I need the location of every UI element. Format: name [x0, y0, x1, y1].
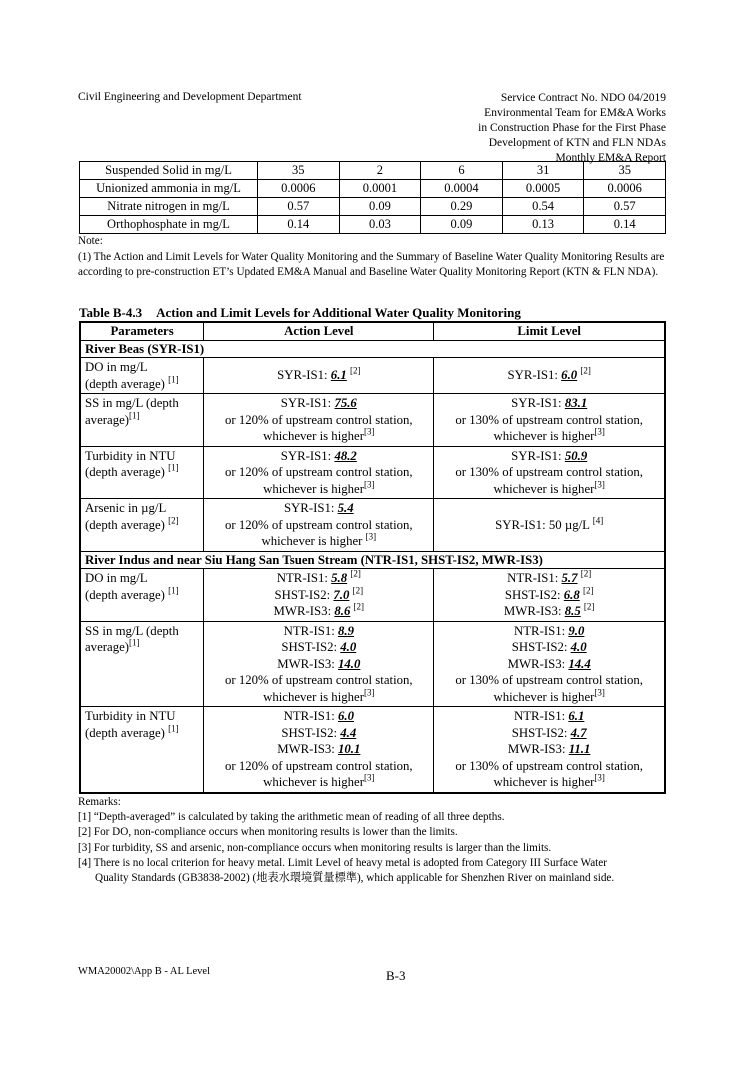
level-value: 4.0	[340, 640, 357, 654]
parameter-qualifier: (depth average)	[85, 517, 165, 532]
table-cell: 0.0006	[258, 180, 340, 198]
alternative-criterion: or 120% of upstream control station,	[224, 465, 413, 479]
section-row	[80, 340, 665, 358]
level-value: 8.6	[334, 604, 351, 618]
limit-level-cell	[434, 499, 665, 552]
table-cell: 0.0006	[584, 180, 666, 198]
station-label: SYR-IS1:	[283, 501, 335, 515]
level-value: 6.1	[568, 709, 585, 723]
parameter-cell	[80, 569, 204, 622]
parameter-name: SS in mg/L (depth	[85, 623, 179, 638]
footnote-ref: [3]	[364, 772, 375, 783]
table-cell: 0.14	[258, 216, 340, 234]
table-cell: 35	[258, 162, 340, 180]
table-note	[78, 234, 678, 281]
parameter-qualifier: average)	[85, 412, 130, 427]
level-value: 10.1	[337, 742, 361, 756]
footnote-ref: [3]	[364, 687, 375, 698]
table-cell: 0.0001	[339, 180, 421, 198]
footnote-ref: [2]	[582, 585, 594, 596]
level-value: 4.0	[570, 640, 587, 654]
level-value: 6.8	[563, 587, 580, 602]
parameter-qualifier: (depth average)	[85, 376, 165, 391]
action-level-cell	[204, 707, 434, 793]
criterion-condition: whichever is higher	[263, 429, 364, 443]
table-row	[80, 569, 665, 622]
station-label: SHST-IS2:	[281, 640, 338, 654]
header-line: Development of KTN and FLN NDAs	[488, 137, 666, 149]
section-heading: River Beas (SYR-IS1)	[80, 340, 665, 358]
parameter-qualifier: average)	[85, 640, 130, 654]
column-header: Action Level	[204, 322, 434, 340]
table-cell: Suspended Solid in mg/L	[80, 162, 258, 180]
footnote-ref: [3]	[594, 479, 605, 490]
table-cell: Nitrate nitrogen in mg/L	[80, 198, 258, 216]
footnote-ref: [3]	[364, 426, 375, 437]
limit-level-cell	[434, 394, 665, 447]
parameter-name: Turbidity in NTU	[85, 448, 176, 463]
alternative-criterion: or 120% of upstream control station,	[224, 517, 413, 532]
table-header-row	[80, 322, 665, 340]
table-row	[80, 394, 665, 447]
alternative-criterion: or 120% of upstream control station,	[224, 758, 413, 773]
level-value: 4.4	[340, 725, 357, 740]
table-row	[80, 198, 666, 216]
level-value: 6.0	[338, 709, 354, 723]
level-value: 7.0	[333, 587, 350, 602]
remark-item: [1] “Depth-averaged” is calculated by taking the arithmetic mean of reading of all three depths.	[78, 811, 505, 824]
limit-level-cell	[434, 621, 665, 707]
station-label: NTR-IS1:	[276, 571, 328, 585]
table-row	[80, 180, 666, 198]
criterion-condition: whichever is higher	[493, 775, 595, 789]
level-value: 83.1	[564, 396, 588, 410]
station-label: MWR-IS3:	[277, 742, 335, 756]
alternative-criterion: or 130% of upstream control station,	[455, 758, 643, 773]
level-value: 48.2	[334, 448, 357, 463]
footnote-ref: [2]	[353, 601, 365, 612]
remark-item-continued: Quality Standards (GB3838-2002) (地表水環境質量標準), which applicable for Shenzhen River on mainland side.	[95, 872, 615, 885]
alternative-criterion: or 120% of upstream control station,	[224, 673, 413, 687]
section-heading: River Indus and near Siu Hang San Tsuen Stream (NTR-IS1, SHST-IS2, MWR-IS3)	[80, 551, 665, 569]
column-header: Limit Level	[434, 322, 665, 340]
footnote-ref: [2]	[580, 568, 592, 579]
level-value: 14.0	[337, 656, 361, 671]
action-level-cell	[204, 394, 434, 447]
station-label: SYR-IS1:	[507, 368, 558, 383]
remark-item: [3] For turbidity, SS and arsenic, non-compliance occurs when monitoring results is larger than the limits.	[78, 841, 552, 854]
station-label: SYR-IS1:	[277, 368, 328, 383]
limit-level-cell	[434, 446, 665, 499]
table-cell: Unionized ammonia in mg/L	[80, 180, 258, 198]
footnote-ref: [2]	[352, 585, 364, 596]
baseline-continuation-table	[79, 161, 666, 234]
criterion-condition: whichever is higher	[263, 775, 364, 789]
station-label: SHST-IS2:	[281, 725, 338, 740]
parameter-name: DO in mg/L	[85, 571, 148, 585]
station-label: MWR-IS3:	[507, 742, 566, 756]
table-cell: 0.57	[584, 198, 666, 216]
parameter-cell	[80, 621, 204, 707]
station-label: SHST-IS2:	[511, 725, 568, 740]
footnote-ref: [3]	[594, 772, 605, 783]
note-label: Note:	[78, 235, 103, 247]
station-label: SYR-IS1:	[280, 396, 332, 410]
department-name: Civil Engineering and Development Department	[78, 91, 302, 103]
table-row	[80, 162, 666, 180]
action-level-cell	[204, 569, 434, 622]
table-cell: 6	[421, 162, 503, 180]
header-line: Environmental Team for EM&A Works	[484, 107, 666, 119]
station-label: NTR-IS1:	[283, 709, 335, 723]
station-label: NTR-IS1:	[513, 623, 566, 638]
action-level-cell	[204, 499, 434, 552]
criterion-condition: whichever is higher	[493, 689, 595, 704]
station-label: SHST-IS2:	[504, 587, 561, 602]
table-cell: 0.29	[421, 198, 503, 216]
table-title: Action and Limit Levels for Additional Water Quality Monitoring	[156, 305, 521, 320]
parameter-cell	[80, 358, 204, 394]
station-label: MWR-IS3:	[507, 656, 566, 671]
footnote-ref: [2]	[583, 601, 595, 612]
parameter-cell	[80, 446, 204, 499]
station-label: SHST-IS2:	[511, 640, 568, 654]
level-value: 4.7	[570, 725, 587, 740]
station-label: MWR-IS3:	[503, 604, 562, 618]
station-label: SYR-IS1:	[280, 448, 332, 463]
footnote-ref: [2]	[350, 568, 361, 579]
action-level-cell	[204, 446, 434, 499]
table-row	[80, 446, 665, 499]
footnote-ref: [3]	[365, 531, 377, 542]
note-text: (1) The Action and Limit Levels for Water Quality Monitoring and the Summary of Baseline Water Quality Monitoring Results are according to pre-construction ET’s Updated EM&A Manual and Baseline Water Quality Monitoring Report (KTN & FLN NDA).	[78, 250, 665, 278]
table-row	[80, 358, 665, 394]
station-label: NTR-IS1:	[513, 709, 566, 723]
level-value: 8.9	[338, 623, 354, 638]
criterion-condition: whichever is higher	[493, 429, 595, 443]
table-cell: 0.13	[502, 216, 584, 234]
limit-level-cell	[434, 358, 665, 394]
alternative-criterion: or 130% of upstream control station,	[455, 465, 643, 479]
footnote-ref: [1]	[129, 637, 140, 648]
footnote-ref: [1]	[168, 374, 179, 385]
table-cell: 31	[502, 162, 584, 180]
level-value: SYR-IS1: 50 µg/L	[495, 517, 590, 532]
footnote-ref: [1]	[168, 723, 179, 734]
file-reference: WMA20002\App B - AL Level	[78, 966, 211, 977]
header-line: Service Contract No. NDO 04/2019	[500, 92, 666, 104]
table-cell: 0.14	[584, 216, 666, 234]
footnote-ref: [3]	[364, 479, 375, 490]
footnote-ref: [1]	[129, 410, 140, 421]
header-line: Monthly EM&A Report	[555, 152, 666, 164]
alternative-criterion: or 120% of upstream control station,	[224, 412, 413, 427]
parameter-name: DO in mg/L	[85, 360, 148, 374]
table-cell: 35	[584, 162, 666, 180]
level-value: 5.8	[331, 571, 348, 585]
limit-level-cell	[434, 569, 665, 622]
footnote-ref: [3]	[594, 687, 605, 698]
table-cell: 0.54	[502, 198, 584, 216]
station-label: SHST-IS2:	[274, 587, 331, 602]
remarks	[78, 795, 678, 886]
footnote-ref: [2]	[168, 515, 179, 526]
contract-header	[346, 91, 666, 166]
table-cell: Orthophosphate in mg/L	[80, 216, 258, 234]
parameter-qualifier: (depth average)	[85, 587, 165, 602]
station-label: SYR-IS1:	[511, 396, 562, 410]
action-limit-table	[79, 321, 666, 794]
remark-item: [2] For DO, non-compliance occurs when monitoring results is lower than the limits.	[78, 826, 458, 839]
parameter-name: SS in mg/L (depth	[85, 396, 179, 410]
footnote-ref: [2]	[350, 365, 361, 376]
station-label: MWR-IS3:	[273, 604, 332, 618]
parameter-cell	[80, 499, 204, 552]
level-value: 5.7	[561, 571, 578, 585]
level-value: 5.4	[337, 501, 354, 515]
table-cell: 0.0004	[421, 180, 503, 198]
table-cell: 0.09	[421, 216, 503, 234]
table-cell: 0.03	[339, 216, 421, 234]
level-value: 50.9	[564, 448, 588, 463]
station-label: MWR-IS3:	[277, 656, 335, 671]
level-value: 6.0	[561, 368, 578, 383]
table-number: Table B-4.3	[79, 305, 143, 320]
criterion-condition: whichever is higher	[261, 534, 363, 548]
column-header: Parameters	[80, 322, 204, 340]
level-value: 11.1	[568, 742, 591, 756]
criterion-condition: whichever is higher	[263, 481, 364, 496]
criterion-condition: whichever is higher	[263, 689, 364, 704]
parameter-cell	[80, 707, 204, 793]
alternative-criterion: or 130% of upstream control station,	[455, 412, 643, 427]
station-label: SYR-IS1:	[511, 448, 562, 463]
level-value: 8.5	[564, 604, 581, 618]
section-row	[80, 551, 665, 569]
remark-item: [4] There is no local criterion for heavy metal. Limit Level of heavy metal is adopted from Category III Surface Water	[78, 856, 607, 869]
footnote-ref: [2]	[580, 365, 591, 376]
limit-level-cell	[434, 707, 665, 793]
footnote-ref: [4]	[592, 515, 604, 526]
parameter-cell	[80, 394, 204, 447]
table-row	[80, 621, 665, 707]
table-caption	[79, 305, 521, 321]
level-value: 6.1	[330, 368, 347, 383]
parameter-name: Arsenic in µg/L	[85, 501, 167, 515]
footnote-ref: [1]	[168, 585, 179, 596]
level-value: 9.0	[568, 623, 585, 638]
parameter-name: Turbidity in NTU	[85, 709, 176, 723]
station-label: NTR-IS1:	[507, 571, 559, 585]
action-level-cell	[204, 358, 434, 394]
level-value: 75.6	[334, 396, 357, 410]
table-row	[80, 707, 665, 793]
parameter-qualifier: (depth average)	[85, 465, 165, 479]
table-cell: 0.57	[258, 198, 340, 216]
table-cell: 2	[339, 162, 421, 180]
footnote-ref: [1]	[168, 462, 179, 473]
table-row	[80, 216, 666, 234]
table-cell: 0.09	[339, 198, 421, 216]
remarks-label: Remarks:	[78, 796, 121, 808]
header-line: in Construction Phase for the First Phase	[478, 122, 666, 134]
table-row	[80, 499, 665, 552]
station-label: NTR-IS1:	[283, 623, 335, 638]
table-cell: 0.0005	[502, 180, 584, 198]
action-level-cell	[204, 621, 434, 707]
level-value: 14.4	[568, 656, 591, 671]
criterion-condition: whichever is higher	[493, 481, 595, 496]
page-number: B-3	[386, 968, 406, 983]
alternative-criterion: or 130% of upstream control station,	[455, 673, 643, 687]
footnote-ref: [3]	[594, 426, 605, 437]
parameter-qualifier: (depth average)	[85, 725, 165, 740]
